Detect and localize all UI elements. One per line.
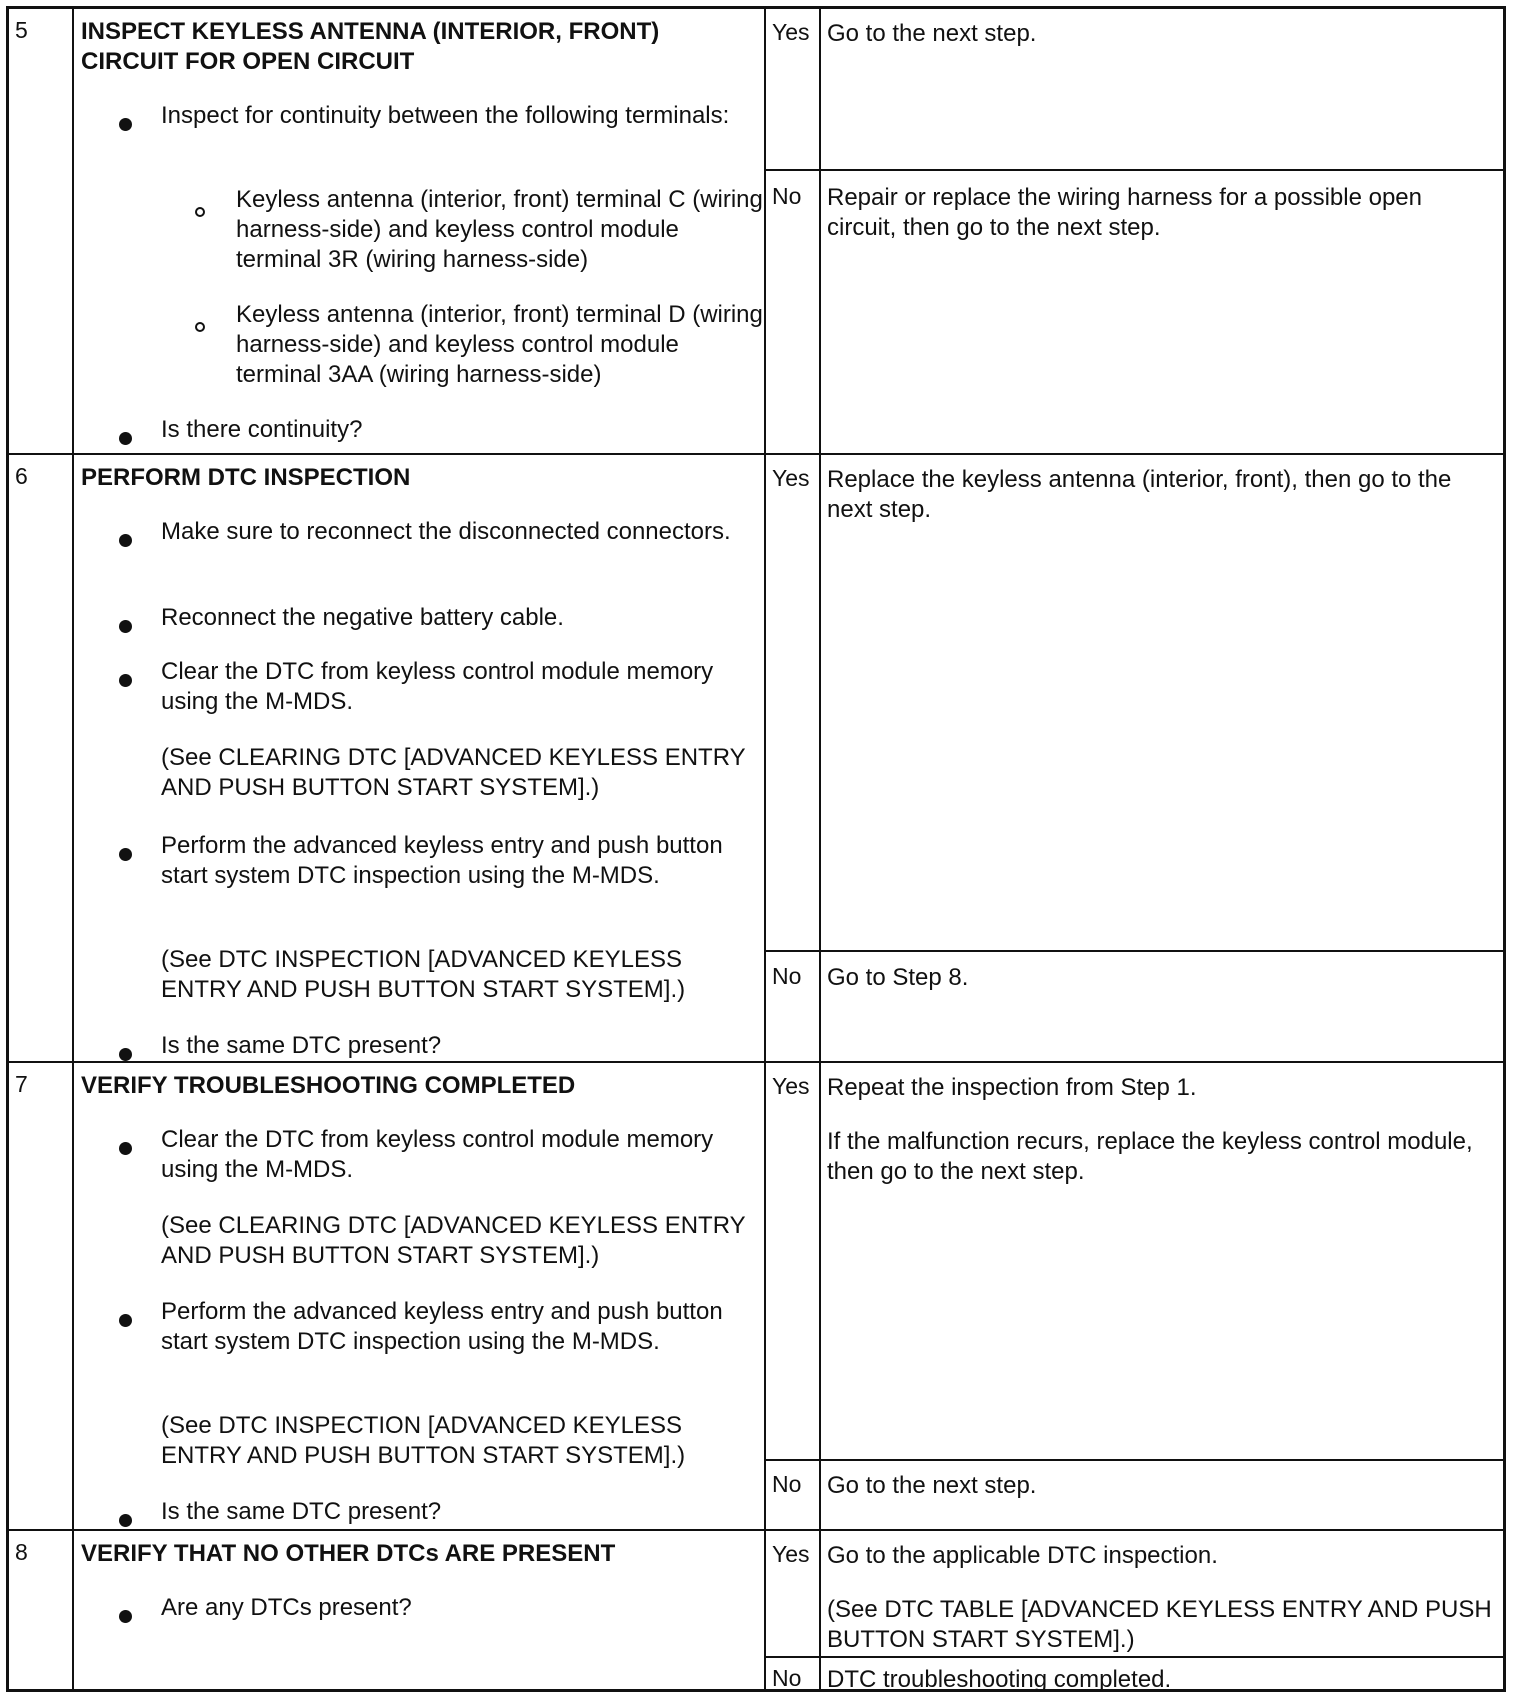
bullet-icon [119, 118, 132, 131]
step-row-7: 7 VERIFY TROUBLESHOOTING COMPLETED Clear the DTC from keyless control module memory using the M-MDS. (See CLEARING DTC [ADVANCED KEYLESS ENTRY AND PUSH BUTTON START SYSTEM].) Perform the advanced keyless entry and push button start system DTC inspection using the M-MDS. (See DTC INSPECTION [ADVANCED KEYLESS ENTRY AND PUSH BUTTON START SYSTEM].) Is the same DTC present? Yes Repeat the inspection from Step 1. If the malfunction recurs, replace the keyless control module, then go to the next step. No Go to the next step. [9, 1061, 1503, 1529]
bullet-icon [119, 1314, 132, 1327]
action-no: Repair or replace the wiring harness for a possible open circuit, then go to the next step. [827, 184, 1422, 241]
step-row-6: 6 PERFORM DTC INSPECTION Make sure to reconnect the disconnected connectors. Reconnect the negative battery cable. Clear the DTC from keyless control module memory using the M-MDS. (See CLEARING DTC [ADVANCED KEYLESS ENTRY AND PUSH BUTTON START SYSTEM].) Perform the advanced keyless entry and push button start system DTC inspection using the M-MDS. (See DTC INSPECTION [ADVANCED KEYLESS ENTRY AND PUSH BUTTON START SYSTEM].) Is the same DTC present? Yes Replace the keyless antenna (interior, front), then go to the next step. No Go to Step 8. [9, 453, 1503, 1061]
step-row-8: 8 VERIFY THAT NO OTHER DTCs ARE PRESENT Are any DTCs present? Yes Go to the applicable DTC inspection. (See DTC TABLE [ADVANCED KEYLESS ENTRY AND PUSH BUTTON START SYSTEM].) No DTC troubleshooting completed. [9, 1529, 1503, 1689]
troubleshooting-table [6, 6, 1506, 1692]
action-yes: Go to the next step. [827, 20, 1037, 47]
step-title: PERFORM DTC INSPECTION [81, 464, 411, 491]
step-title: INSPECT KEYLESS ANTENNA (INTERIOR, FRONT) CIRCUIT FOR OPEN CIRCUIT [81, 18, 660, 75]
bullet-icon [119, 1514, 132, 1527]
step-title: VERIFY THAT NO OTHER DTCs ARE PRESENT [81, 1540, 616, 1567]
bullet-icon [119, 534, 132, 547]
bullet-icon [119, 620, 132, 633]
bullet-icon [119, 1610, 132, 1623]
step-row-5: 5 INSPECT KEYLESS ANTENNA (INTERIOR, FRONT) CIRCUIT FOR OPEN CIRCUIT Inspect for continuity between the following terminals: Keyless antenna (interior, front) terminal C (wiring harness-side) and keyless control module terminal 3R (wiring harness-side) Keyless antenna (interior, front) terminal D (wiring harness-side) and keyless control module terminal 3AA (wiring harness-side) Is there continuity? Yes Go to the next step. No Repair or replace the wiring harness for a possible open circuit, then go to the next step. [9, 9, 1503, 453]
result-divider [765, 169, 1503, 171]
step-number: 5 [15, 17, 28, 43]
circle-bullet-icon [195, 322, 205, 332]
result-no: No [772, 1665, 802, 1691]
bullet-icon [119, 1048, 132, 1061]
action-no: Go to the next step. [827, 1472, 1037, 1499]
result-divider [765, 950, 1503, 952]
result-yes: Yes [772, 1073, 810, 1099]
action-yes-detail: If the malfunction recurs, replace the keyless control module, then go to the next step. [827, 1128, 1473, 1185]
bullet-icon [119, 432, 132, 445]
step-title: VERIFY TROUBLESHOOTING COMPLETED [81, 1072, 576, 1099]
result-yes: Yes [772, 465, 810, 491]
result-no: No [772, 183, 802, 209]
step-number: 6 [15, 463, 28, 489]
step-number: 7 [15, 1071, 28, 1097]
bullet-icon [119, 674, 132, 687]
action-yes-detail: (See DTC TABLE [ADVANCED KEYLESS ENTRY AND PUSH BUTTON START SYSTEM].) [827, 1596, 1492, 1653]
action-yes: Go to the applicable DTC inspection. [827, 1542, 1218, 1569]
circle-bullet-icon [195, 207, 205, 217]
step-number: 8 [15, 1539, 28, 1565]
result-no: No [772, 963, 802, 989]
result-yes: Yes [772, 19, 810, 45]
result-divider [765, 1459, 1503, 1461]
result-divider [765, 1656, 1503, 1658]
result-no: No [772, 1471, 802, 1497]
bullet-icon [119, 1142, 132, 1155]
action-yes: Repeat the inspection from Step 1. [827, 1074, 1197, 1101]
bullet-icon [119, 848, 132, 861]
action-no: DTC troubleshooting completed. [827, 1666, 1172, 1693]
result-yes: Yes [772, 1541, 810, 1567]
action-yes: Replace the keyless antenna (interior, front), then go to the next step. [827, 466, 1452, 523]
action-no: Go to Step 8. [827, 964, 969, 991]
